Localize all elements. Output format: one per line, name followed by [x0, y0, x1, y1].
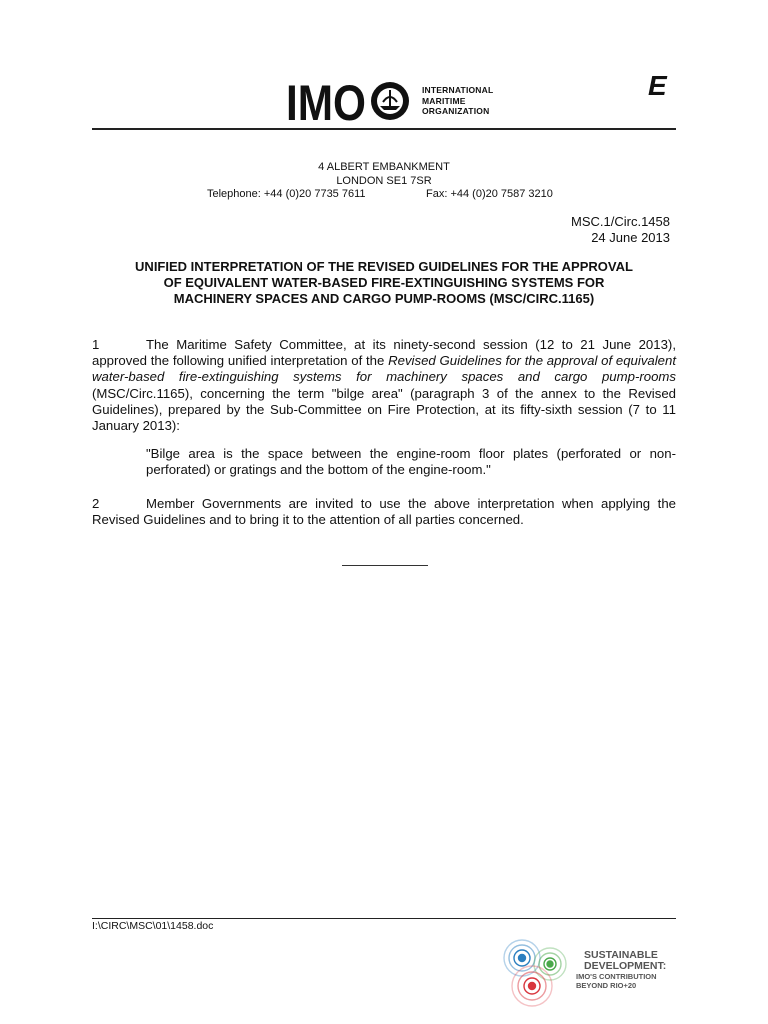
- imo-letters-icon: [286, 80, 414, 122]
- imo-letters-text: IMO: [286, 80, 366, 122]
- bilge-area-definition: "Bilge area is the space between the engine-room floor plates (perforated or non-perforated) or gratings and the bottom of the engine-room.": [146, 446, 676, 478]
- paragraph-2: [92, 496, 676, 528]
- footer-divider: [92, 918, 676, 919]
- sustainable-development-logo: [496, 930, 666, 1010]
- header-divider: [92, 128, 676, 130]
- paragraph-1: [92, 337, 676, 434]
- paragraph-1-guidelines-title: Revised Guidelines for the approval of equivalent water-based fire-extinguishing systems for machinery spaces and cargo pump-rooms: [92, 353, 677, 385]
- circular-date: 24 June 2013: [591, 230, 670, 245]
- circular-number: MSC.1/Circ.1458: [571, 214, 670, 229]
- title-line-1: UNIFIED INTERPRETATION OF THE REVISED GUIDELINES FOR THE APPROVAL: [135, 259, 633, 274]
- language-code: E: [648, 70, 667, 101]
- org-name: [422, 85, 493, 117]
- address-line-2: LONDON SE1 7SR: [336, 174, 432, 187]
- sustainable-development-rings-icon: [496, 930, 576, 1010]
- paragraph-1-text-start: The Maritime Safety Committee, at its ninety-second session (12 to 21 June 2013), approved the following unified interpretation of the: [92, 337, 676, 369]
- org-name-line-2: MARITIME: [422, 95, 466, 106]
- imo-logo: [286, 80, 493, 122]
- org-name-line-3: ORGANIZATION: [422, 106, 490, 117]
- contact-line: [92, 188, 676, 202]
- end-of-text-rule: [342, 565, 428, 566]
- document-body: [92, 337, 676, 528]
- fax-number: Fax: +44 (0)20 7587 3210: [426, 188, 553, 200]
- sustainable-development-text: [576, 950, 666, 990]
- paragraph-2-text: Member Governments are invited to use the above interpretation when applying the Revised Guidelines and to bring it to the attention of all parties concerned.: [92, 495, 676, 527]
- paragraph-1-number: 1: [92, 337, 100, 352]
- org-name-line-1: INTERNATIONAL: [422, 85, 494, 96]
- address-line-1: 4 ALBERT EMBANKMENT: [318, 161, 450, 173]
- sd-line-2: DEVELOPMENT:: [584, 960, 667, 972]
- title-line-2: OF EQUIVALENT WATER-BASED FIRE-EXTINGUISHING SYSTEMS FOR: [163, 275, 605, 290]
- paragraph-1-text-end: (MSC/Circ.1165), concerning the term "bilge area" (paragraph 3 of the annex to the Revised Guidelines), prepared by the Sub-Committee on Fire Protection, at its fifty-sixth session (7 to 11 January 2013):: [92, 385, 676, 434]
- paragraph-2-number: 2: [92, 495, 100, 511]
- document-title: [100, 259, 668, 307]
- document-reference: [571, 214, 670, 246]
- sd-line-3: IMO'S CONTRIBUTION: [576, 972, 657, 981]
- file-path: I:\CIRC\MSC\01\1458.doc: [92, 920, 214, 932]
- telephone-number: Telephone: +44 (0)20 7735 7611: [207, 188, 366, 200]
- sd-line-4: BEYOND RIO+20: [576, 981, 637, 990]
- sd-line-1: SUSTAINABLE: [584, 949, 658, 961]
- address-block: [92, 161, 676, 202]
- title-line-3: MACHINERY SPACES AND CARGO PUMP-ROOMS (MSC/CIRC.1165): [173, 291, 595, 306]
- imo-logo-mark: [286, 80, 414, 122]
